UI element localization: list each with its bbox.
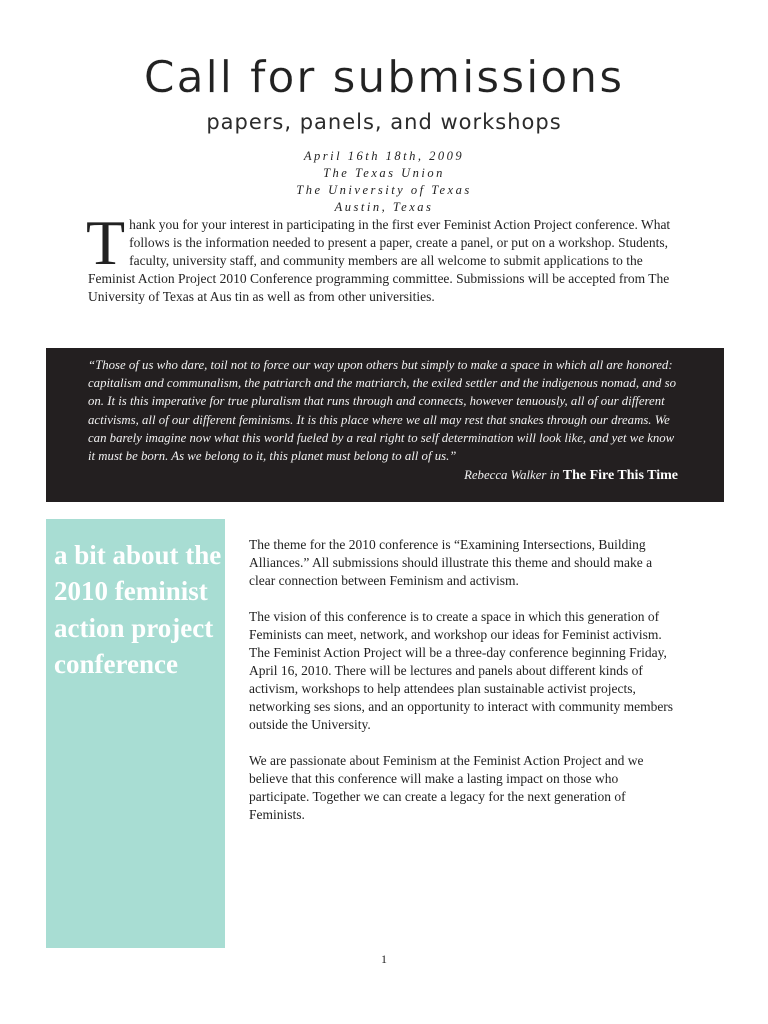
intro-text: hank you for your interest in participating in the first ever Feminist Action Project conference. What follows is the information needed to present a paper, create a panel, or put on a workshop. Students, faculty, university staff, and community members are all welcome to submit applications to the Feminist Action Project 2010 Conference programming committee. Submissions will be accepted from The University of Texas at Aus tin as well as from other universities. <box>88 217 671 304</box>
quote-text: “Those of us who dare, toil not to force our way upon others but simply to make a space in which all are honored: capitalism and communalism, the patriarch and the matriarch, the exiled settler and the indigenous nomad, and so on. It is this imperative for true pluralism that runs through and connects, however tenuously, all of our different activisms, all of our different feminisms. It is this place where we all may rest that snakes through our dreams. We can barely imagine now what this world fueled by a real right to self determination will look like, and yet we know it must be born. As we belong to it, this planet must belong to all of us.” <box>88 358 677 464</box>
quote-author: Rebecca Walker in <box>464 468 560 483</box>
quote-attribution <box>88 466 678 485</box>
page-title: Call for submissions <box>143 52 625 103</box>
page-number: 1 <box>381 952 387 966</box>
body-paragraph-vision: The vision of this conference is to create a space in which this generation of Feminists can meet, network, and workshop our ideas for Feminist activism. The Feminist Action Project will be a three-day conference beginning Friday, April 16, 2010. There will be lectures and panels about different kinds of activism, workshops to help attendees plan sustainable activist projects, networking ses sions, and an opportunity to interact with community members outside the University. <box>249 609 674 732</box>
sidebar-panel <box>46 519 225 948</box>
event-venue: The Texas Union <box>323 166 445 180</box>
quote-source-title: The Fire This Time <box>562 468 678 484</box>
page-subtitle: papers, panels, and workshops <box>206 110 562 134</box>
event-city: Austin, Texas <box>334 200 434 214</box>
quote-box <box>46 348 724 502</box>
event-institution: The University of Texas <box>296 183 472 197</box>
drop-cap: T <box>86 207 126 278</box>
body-paragraph-legacy: We are passionate about Feminism at the Feminist Action Project and we believe that this conference will make a lasting impact on those who participate. Together we can create a legacy for the next generation of Feminists. <box>249 753 644 822</box>
sidebar-title: a bit about the 2010 feminist action project conference <box>54 540 222 680</box>
body-paragraph-theme: The theme for the 2010 conference is “Examining Intersections, Building Alliances.” All submissions should illustrate this theme and should make a clear connection between Feminism and activism. <box>249 537 653 588</box>
event-info <box>0 148 768 216</box>
event-dates: April 16th 18th, 2009 <box>303 149 465 163</box>
body-text <box>249 536 679 842</box>
